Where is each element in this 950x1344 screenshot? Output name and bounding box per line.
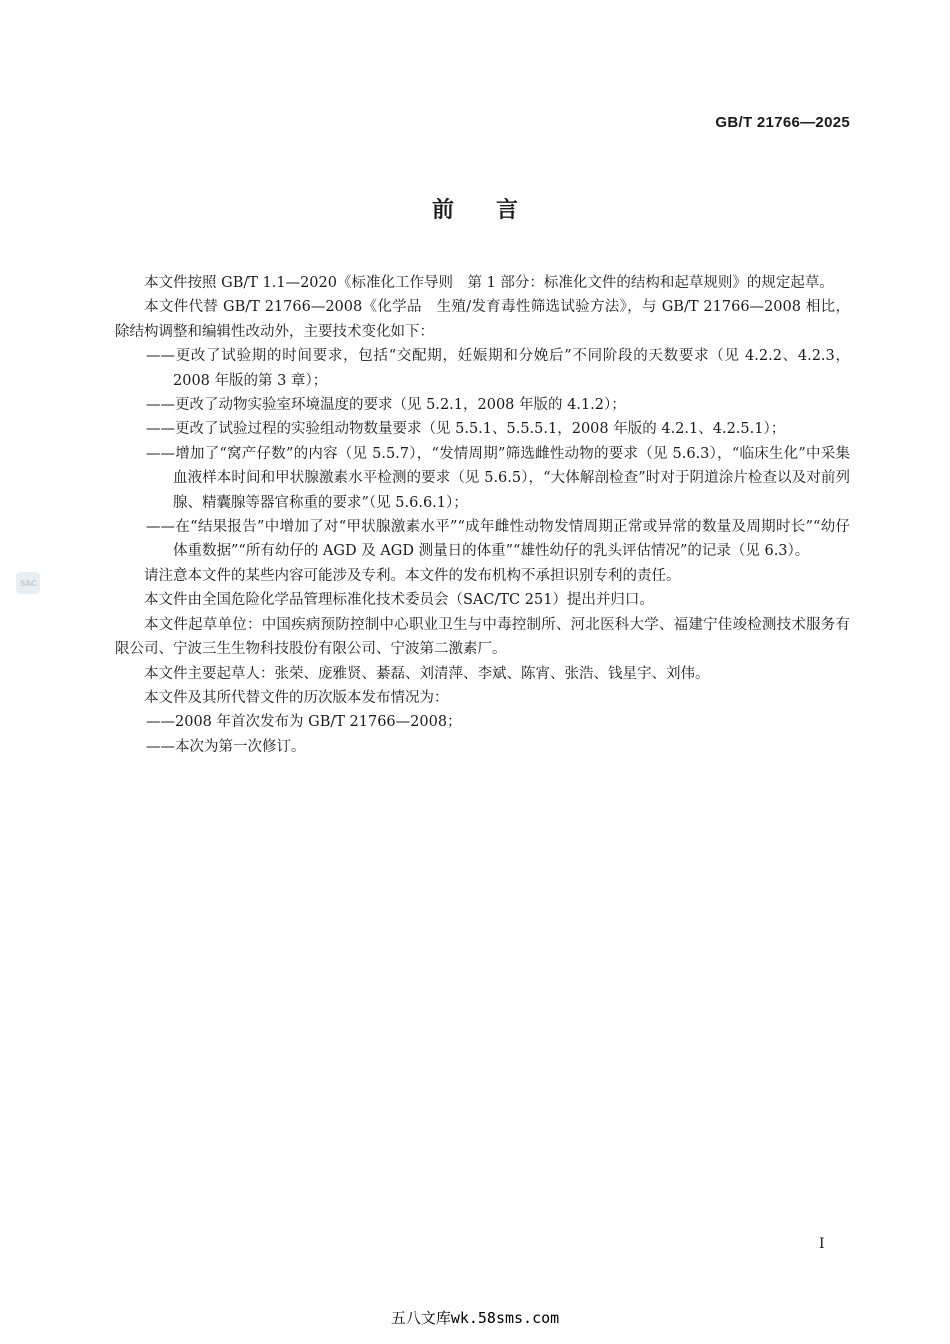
paragraph-drafters: 本文件主要起草人：张荣、庞雅贤、綦磊、刘清萍、李斌、陈宵、张浩、钱星宇、刘伟。 (144, 665, 710, 682)
list-item-change: ——增加了“窝产仔数”的内容（见 5.5.7），“发情周期”筛选雌性动物的要求（见 5.6.3），“临床生化”中采集血液样本时间和甲状腺激素水平检测的要求（见 5.6.5），“大体解剖检查”时对于阴道涂片检查以及对前列腺、精囊腺等器官称重的要求”（见 5.6.6.1）； (146, 445, 850, 511)
list-item-change: ——更改了试验期的时间要求，包括“交配期，妊娠期和分娩后”不同阶段的天数要求（见 4.2.2、4.2.3，2008 年版的第 3 章）； (146, 348, 850, 389)
page-number: I (819, 1236, 825, 1252)
paragraph-drafting-rules: 本文件按照 GB/T 1.1—2020《标准化工作导则 第 1 部分：标准化文件的结构和起草规则》的规定起草。 (144, 275, 834, 291)
footer-watermark: 五八文库wk.58sms.com (390, 1309, 560, 1327)
foreword-body (115, 271, 850, 759)
paragraph-proposer: 本文件由全国危险化学品管理标准化技术委员会（SAC/TC 251）提出并归口。 (144, 592, 654, 609)
list-item-change: ——更改了动物实验室环境温度的要求（见 5.2.1，2008 年版的 4.1.2）； (146, 397, 626, 414)
paragraph-replacement: 本文件代替 GB/T 21766—2008《化学品 生殖/发育毒性筛选试验方法》，与 GB/T 21766—2008 相比，除结构调整和编辑性改动外，主要技术变化如下： (115, 299, 850, 340)
paragraph-patent-notice: 请注意本文件的某些内容可能涉及专利。本文件的发布机构不承担识别专利的责任。 (144, 567, 681, 584)
document-code: GB/T 21766—2025 (715, 114, 850, 131)
sac-logo-icon: SAC (16, 572, 40, 594)
list-item-history: ——本次为第一次修订。 (146, 738, 306, 755)
paragraph-drafting-units: 本文件起草单位：中国疾病预防控制中心职业卫生与中毒控制所、河北医科大学、福建宁佳竣检测技术服务有限公司、宁波三生生物科技股份有限公司、宁波第二激素厂。 (115, 616, 850, 658)
list-item-change: ——在“结果报告”中增加了对“甲状腺激素水平”“成年雌性动物发情周期正常或异常的数量及周期时长”“幼仔体重数据”“所有幼仔的 AGD 及 AGD 测量日的体重”“雄性幼仔的乳头评估情况”的记录（见 6.3）。 (146, 519, 850, 560)
list-item-change: ——更改了试验过程的实验组动物数量要求（见 5.5.1、5.5.5.1，2008 年版的 4.2.1、4.2.5.1）； (146, 421, 786, 438)
list-item-history: ——2008 年首次发布为 GB/T 21766—2008； (146, 714, 462, 731)
paragraph-history-intro: 本文件及其所代替文件的历次版本发布情况为： (144, 689, 449, 706)
page-title: 前言 (431, 198, 560, 223)
